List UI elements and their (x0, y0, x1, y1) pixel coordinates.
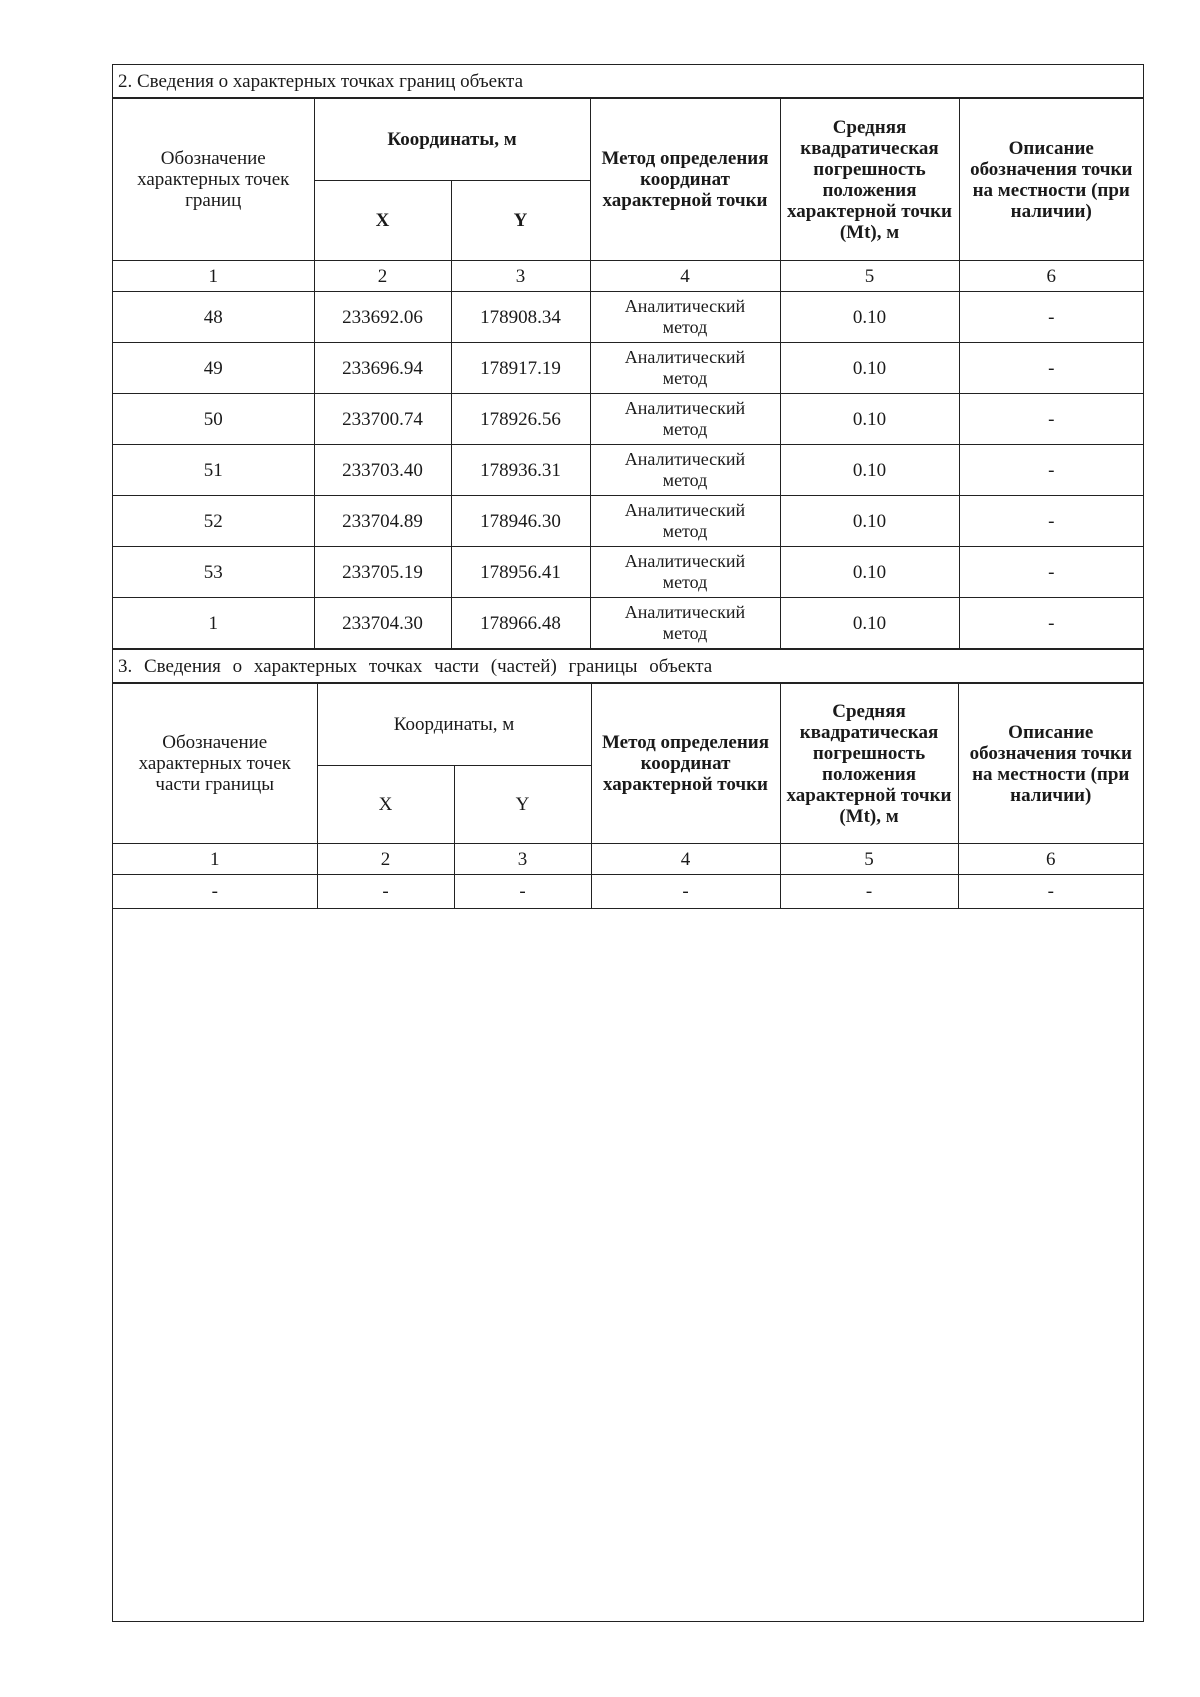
header-x: X (317, 766, 454, 844)
header-coordinates: Координаты, м (314, 99, 590, 181)
column-number: 6 (959, 261, 1143, 292)
section-3-title: 3. Сведения о характерных точках части (частей) границы объекта (113, 649, 1143, 683)
description: - (959, 292, 1143, 343)
method: Аналитический метод (590, 496, 780, 547)
table-row (113, 394, 1143, 445)
table-row (113, 547, 1143, 598)
coord-x: 233704.89 (314, 496, 451, 547)
description: - (959, 343, 1143, 394)
coord-y: 178908.34 (451, 292, 590, 343)
header-x: X (314, 181, 451, 261)
coord-x: 233705.19 (314, 547, 451, 598)
header-description: Описание обозначения точки на местности (при наличии) (959, 99, 1143, 261)
point-id: 1 (113, 598, 314, 649)
error-value: 0.10 (780, 598, 959, 649)
description: - (959, 394, 1143, 445)
boundary-points-table (113, 98, 1143, 649)
error-value: 0.10 (780, 547, 959, 598)
table-row (113, 598, 1143, 649)
column-number: 5 (780, 261, 959, 292)
error-value: 0.10 (780, 343, 959, 394)
column-number: 2 (317, 844, 454, 875)
header-method: Метод определения координат характерной точки (590, 99, 780, 261)
header-y: Y (451, 181, 590, 261)
coord-y: 178956.41 (451, 547, 590, 598)
coord-x: 233696.94 (314, 343, 451, 394)
error-value: - (780, 875, 958, 909)
header-description: Описание обозначения точки на местности (при наличии) (958, 684, 1143, 844)
part-boundary-points-table (113, 683, 1143, 909)
error-value: 0.10 (780, 394, 959, 445)
header-designation: Обозначение характерных точек части границы (113, 684, 317, 844)
header-designation: Обозначение характерных точек границ (113, 99, 314, 261)
coord-x: 233704.30 (314, 598, 451, 649)
column-number: 4 (590, 261, 780, 292)
coord-x: 233703.40 (314, 445, 451, 496)
point-id: 48 (113, 292, 314, 343)
coord-y: - (454, 875, 591, 909)
column-number: 4 (591, 844, 780, 875)
method: Аналитический метод (590, 343, 780, 394)
header-error: Средняя квадратическая погрешность положения характерной точки (Mt), м (780, 684, 958, 844)
point-id: 50 (113, 394, 314, 445)
method: Аналитический метод (590, 394, 780, 445)
section-2-title: 2. Сведения о характерных точках границ объекта (113, 65, 1143, 98)
description: - (959, 496, 1143, 547)
table-row (113, 875, 1143, 909)
description: - (959, 445, 1143, 496)
coord-y: 178926.56 (451, 394, 590, 445)
point-id: 51 (113, 445, 314, 496)
column-number: 5 (780, 844, 958, 875)
column-number: 6 (958, 844, 1143, 875)
method: Аналитический метод (590, 292, 780, 343)
table-row (113, 445, 1143, 496)
point-id: 53 (113, 547, 314, 598)
method: Аналитический метод (590, 445, 780, 496)
column-number: 3 (451, 261, 590, 292)
coord-y: 178946.30 (451, 496, 590, 547)
header-coordinates: Координаты, м (317, 684, 591, 766)
document-frame (112, 64, 1144, 1622)
point-id: 52 (113, 496, 314, 547)
description: - (959, 547, 1143, 598)
description: - (958, 875, 1143, 909)
column-number: 1 (113, 844, 317, 875)
coord-y: 178936.31 (451, 445, 590, 496)
table-row (113, 343, 1143, 394)
error-value: 0.10 (780, 292, 959, 343)
header-method: Метод определения координат характерной точки (591, 684, 780, 844)
coord-y: 178917.19 (451, 343, 590, 394)
point-id: - (113, 875, 317, 909)
coord-x: 233692.06 (314, 292, 451, 343)
column-number: 3 (454, 844, 591, 875)
description: - (959, 598, 1143, 649)
coord-x: 233700.74 (314, 394, 451, 445)
table-row (113, 292, 1143, 343)
coord-x: - (317, 875, 454, 909)
point-id: 49 (113, 343, 314, 394)
error-value: 0.10 (780, 445, 959, 496)
column-number: 1 (113, 261, 314, 292)
method: Аналитический метод (590, 598, 780, 649)
header-y: Y (454, 766, 591, 844)
coord-y: 178966.48 (451, 598, 590, 649)
table-row (113, 496, 1143, 547)
error-value: 0.10 (780, 496, 959, 547)
header-error: Средняя квадратическая погрешность положения характерной точки (Mt), м (780, 99, 959, 261)
method: Аналитический метод (590, 547, 780, 598)
column-number: 2 (314, 261, 451, 292)
method: - (591, 875, 780, 909)
